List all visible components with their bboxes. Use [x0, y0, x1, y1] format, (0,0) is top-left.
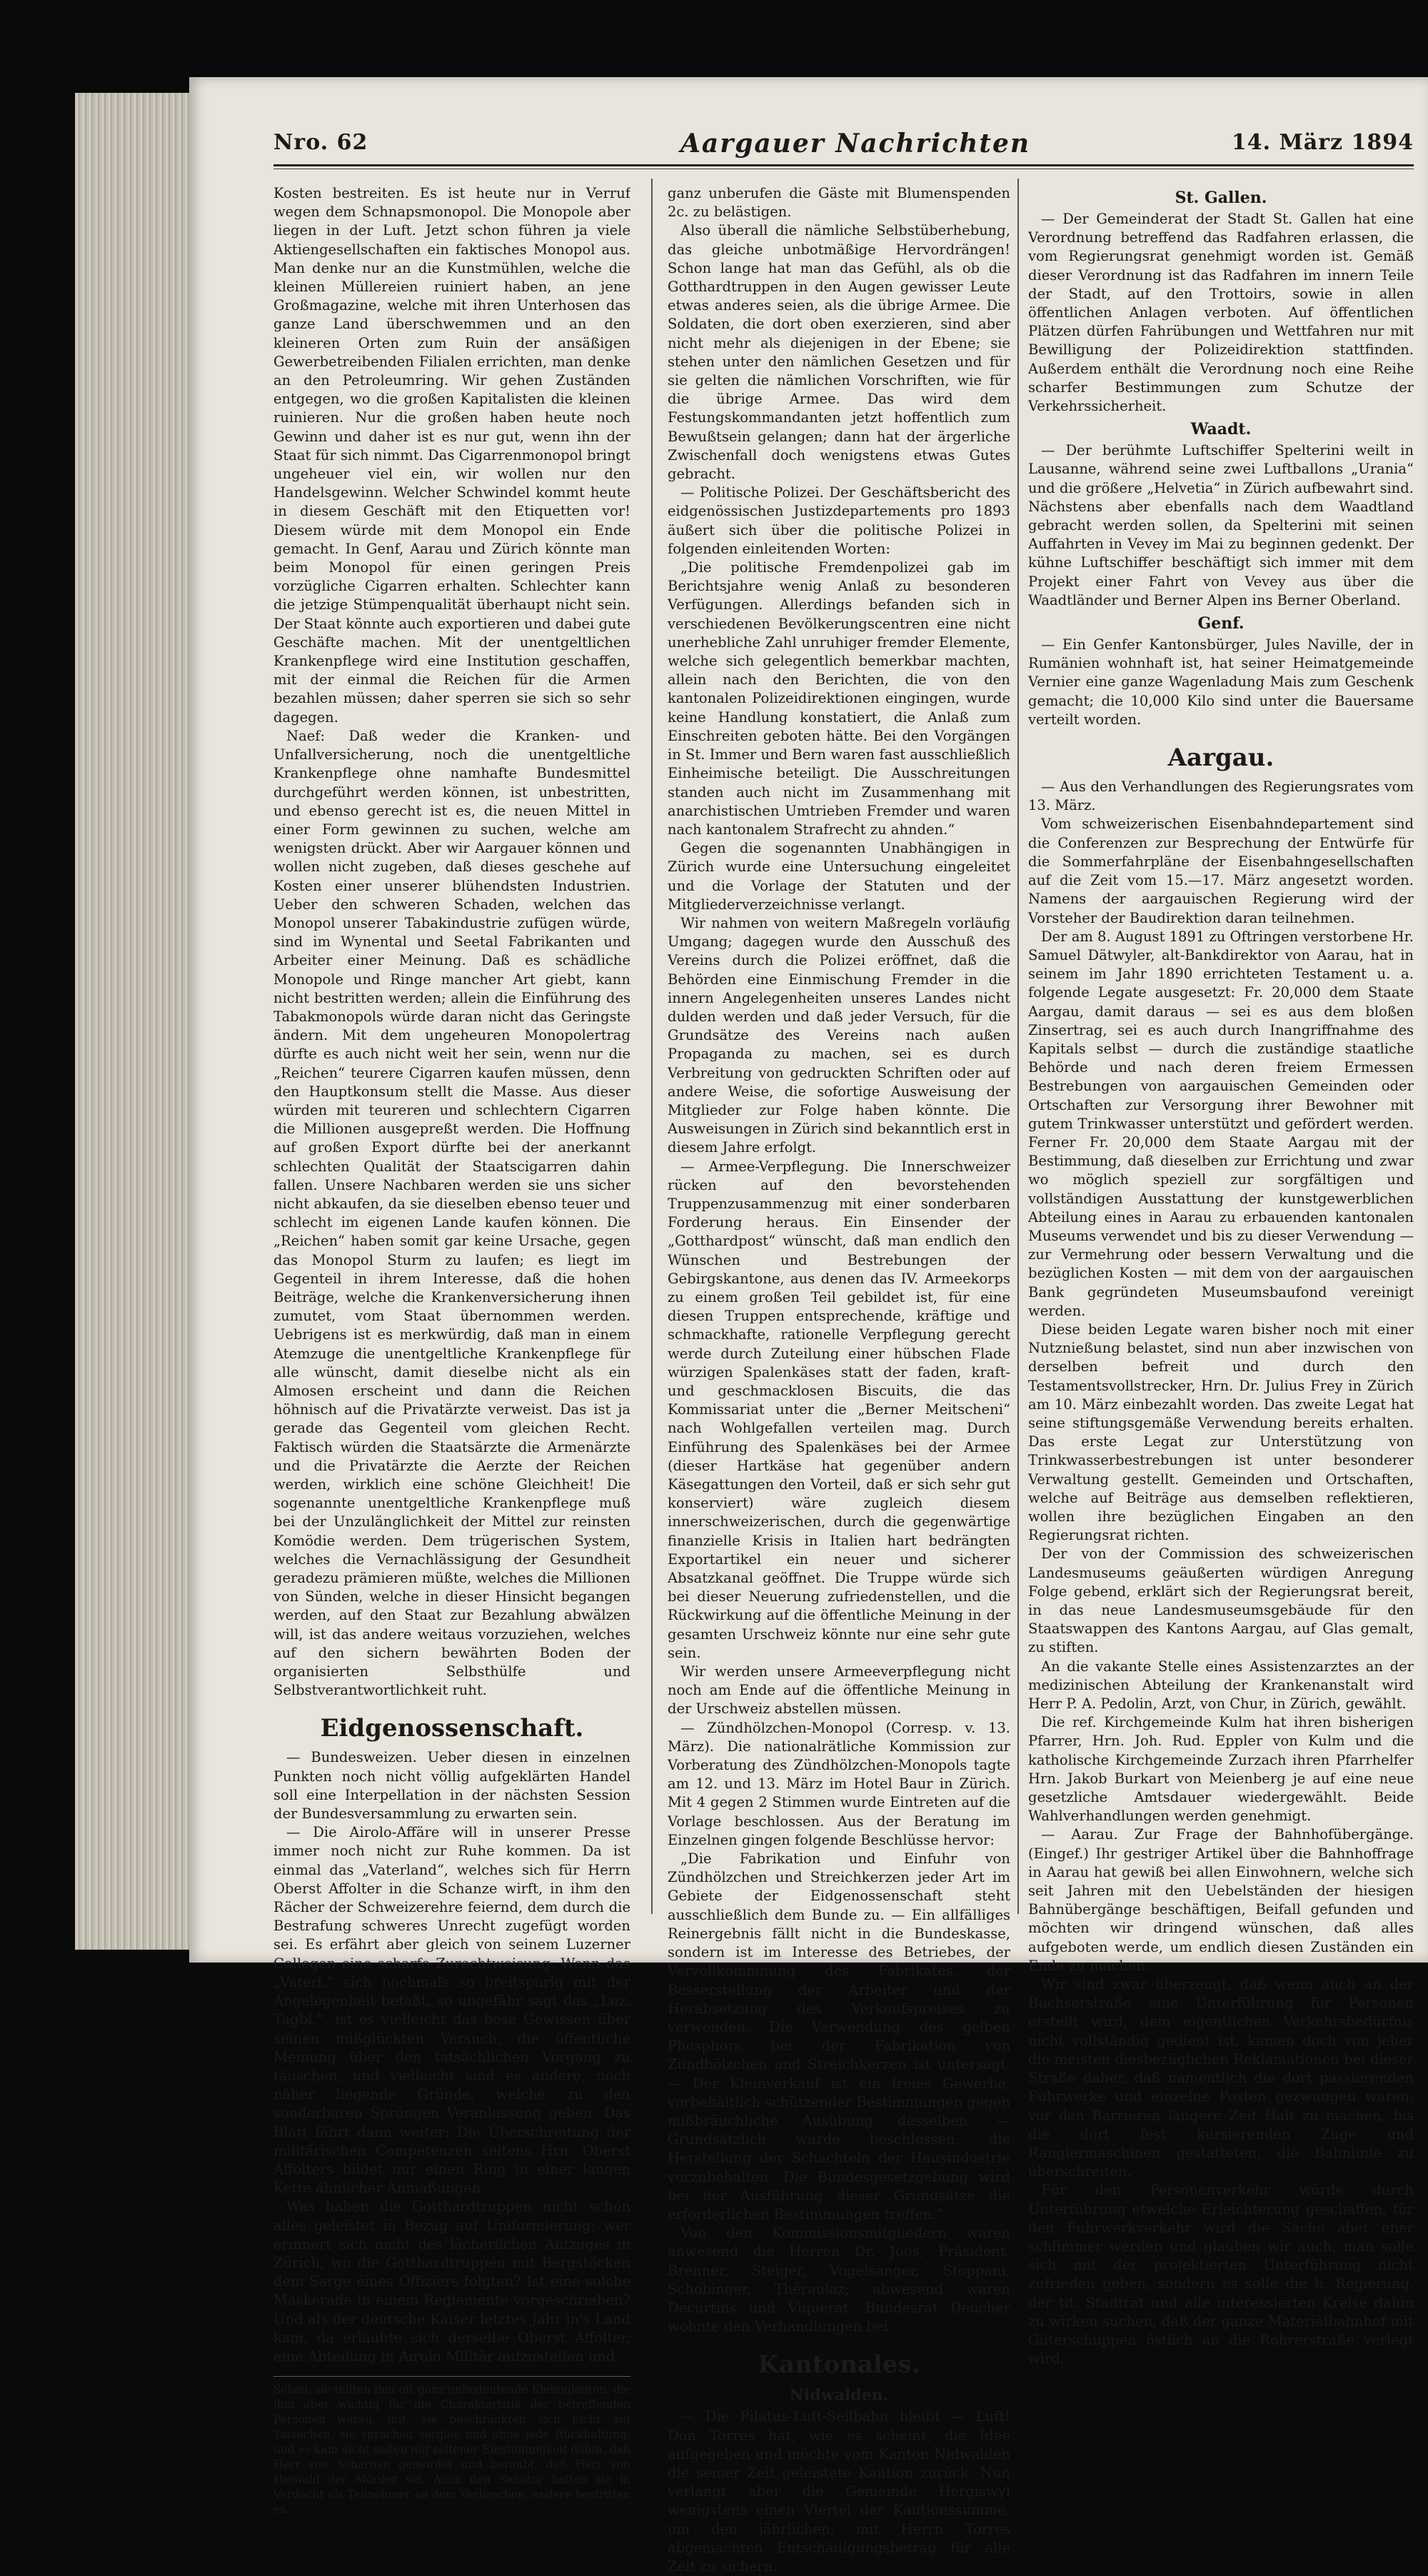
article-paragraph: Gegen die sogenannten Unabhängigen in Zürich wurde eine Untersuchung eingeleitet und die Vorlage der Statuten und der Mitgliederverzeichnisse verlangt. [668, 840, 1010, 913]
article-paragraph: — Die Airolo-Affäre will in unserer Presse immer noch nicht zur Ruhe kommen. Da ist einmal das „Vaterland“, welches sich für Herrn Oberst Affolter in die Schanze wirft, in ihm den Rächer der Schweizerehre feiernd, dem durch die Bestrafung schweres Unrecht zugefügt worden sei. Es erfährt aber gleich von seinem Luzerner Collegen eine scharfe Zurechtweisung. Wenn das „Vaterl.“ sich nochmals so breitspurig mit der Angelegenheit befaßt, so ungefähr sagt das „Luz. Tagbl.“, ist es vielleicht das böse Gewissen über seinen mißglückten Versuch, die öffentliche Meinung über den tatsächlichen Vorgang zu täuschen, und vielleicht sind es andere, noch näher liegende Gründe, welche zu den sonderbaren Sprüngen Veranlassung geben. Das Blatt fährt dann weiter: Die Überschreitung der militärischen Competenzen seitens Hrn. Oberst Affolters bildet nur einen Ring in einer langen Kette ähnlicher Anmaßungen. [273, 1824, 630, 2197]
subheading-genf: Genf. [1197, 614, 1245, 633]
article-paragraph: Von den Kommissionsmitgliedern waren anwesend die Herren Dr. Joos, Präsident, Brenner, Steiger, Vogelsanger, Stoppani, Schobinger, Théraulaz; abwesend waren Decurtins und Viquerat. Bundesrat Deucher wohnte den Verhandlungen bei. [668, 2225, 1010, 2335]
column-1 [273, 184, 630, 2517]
article-paragraph: Was haben die Gotthardtruppen nicht schon alles geleistet in Bezug auf Uniformierung; wer erinnert sich nicht des lächerlichen Aufzuges in Zürich, wo die Gotthardtruppen mit Bergstöcken dem Sarge eines Offiziers folgten? Ist eine solche Maskerade in einem Reglemente vorgeschrieben? Und als der deutsche Kaiser letztes Jahr in's Land kam, da erlaubte sich derselbe Oberst Affolter, eine Abteilung in Airolo Militär aufzustellen und [273, 2198, 630, 2365]
issue-number: Nro. 62 [273, 130, 368, 155]
article-paragraph: Also überall die nämliche Selbstüberhebung, das gleiche unbotmäßige Hervordrängen! Schon lange hat man das Gefühl, als ob die Gotthardtruppen in den Augen gewisser Leute etwas anderes seien, als die übrige Armee. Die Soldaten, die dort oben exerzieren, sind aber nicht mehr als diejenigen in der Ebene; sie stehen unter den nämlichen Gesetzen und für sie gelten die nämlichen Vorschriften, wie für die übrige Armee. Das wird dem Festungskommandanten jetzt hoffentlich zum Bewußtsein gelangen; dann hat der ärgerliche Zwischenfall doch wenigstens etwas Gutes gebracht. [668, 222, 1010, 483]
article-paragraph: Naef: Daß weder die Kranken- und Unfallversicherung, noch die unentgeltliche Krankenpflege ohne namhafte Bundesmittel durchgeführt werden können, ist unbestritten, und ebenso gerecht ist es, die neuen Mittel in einer Form gewinnen zu suchen, welche am wenigsten drückt. Aber wir Aargauer können und wollen nicht zugeben, daß dieses geschehe auf Kosten einer unserer blühendsten Industrien. Ueber den schweren Schaden, welchen das Monopol unserer Tabakindustrie zufügen würde, sind im Wynental und Seetal Fabrikanten und Arbeiter einer Meinung. Daß es schädliche Monopole und Ringe mancher Art giebt, kann nicht bestritten werden; allein die Einführung des Tabakmonopols würde daran nicht das Geringste ändern. Mit dem ungeheuren Monopolertrag dürfte es auch nicht weit her sein, wenn nur die „Reichen“ teurere Cigarren kaufen müssen, denn den Hauptkonsum stellt die Masse. Aus dieser würden mit teureren und schlechtern Cigarren die Millionen ausgepreßt werden. Die Hoffnung auf großen Export dürfte bei der anerkannt schlechten Qualität der Staatscigarren dahin fallen. Unsere Nachbaren werden sie uns sicher nicht abkaufen, da sie dieselben ebenso teuer und schlecht im eigenen Lande kaufen können. Die „Reichen“ haben somit gar keine Ursache, gegen das Monopol Sturm zu laufen; es liegt im Gegenteil in ihrem Interesse, daß die hohen Beiträge, welche die Krankenversicherung ihnen zumutet, vom Staat übernommen werden. Uebrigens ist es merkwürdig, daß man in einem Atemzuge die unentgeltliche Krankenpflege für alle wünscht, damit dieselbe nicht als ein Almosen erscheint und dann die Reichen höhnisch auf die Privatärzte verweist. Das ist ja gerade das Gegenteil vom gleichen Recht. Faktisch würden die Staatsärzte die Armenärzte und die Privatärzte die Aerzte der Reichen werden, wirklich eine schöne Gleichheit! Die sogenannte unentgeltliche Krankenpflege muß bei der Unzulänglichkeit der Mittel zur reinsten Komödie werden. Dem trügerischen System, welches die Vernachlässigung der Gesundheit geradezu prämieren müßte, welches die Millionen von Sünden, welche in dieser Hinsicht begangen werden, auf den Staat zur Bezahlung abwälzen will, ist das andere weitaus vorzuziehen, welches auf den sichern bewährten Boden der organisierten Selbsthülfe und Selbstverantwortlichkeit ruht. [273, 727, 630, 1699]
article-paragraph: Wir sind zwar überzeugt, daß wenn auch an der Buchserstraße eine Unterführung für Personen erstellt wird, dem eigentlichen Verkehrsbedürfnis nicht vollständig gedient ist, kamen doch von jeher die meisten diesbezüglichen Reklamationen bei dieser Straße daher, daß namentlich die dort passierenden Fuhrwerke und einzelne Posten gezwungen waren, vor den Barrieren längere Zeit Halt zu machen, bis die dort fest kursierenden Zuge und Rangiermaschinen gestatteten, die Bahnlinie zu überschreiten. [1028, 1976, 1414, 2180]
article-paragraph: — Aus den Verhandlungen des Regierungsrates vom 13. März. [1028, 778, 1414, 814]
article-paragraph: — Der berühmte Luftschiffer Spelterini weilt in Lausanne, während seine zwei Luftballons „Urania“ und die größere „Helvetia“ in Zürich aufbewahrt sind. Nächstens aber ebenfalls nach dem Waadtland gebracht werden sollen, da Spelterini mit seinen Auffahrten in Vevey im Mai zu beginnen gedenkt. Der kühne Luftschiffer beschäftigt sich immer mit dem Projekt einer Fahrt von Vevey aus über die Waadtländer und Berner Alpen ins Berner Oberland. [1028, 442, 1414, 608]
article-paragraph: Wir werden unsere Armeeverpflegung nicht noch am Ende auf die öffentliche Meinung in der Urschweiz abstellen müssen. [668, 1663, 1010, 1718]
article-paragraph: — Ein Genfer Kantonsbürger, Jules Naville, der in Rumänien wohnhaft ist, hat seiner Heimatgemeinde Vernier eine ganze Wagenladung Mais zum Geschenk gemacht; die 10,000 Kilo sind unter die Bauersame verteilt worden. [1028, 636, 1414, 728]
article-paragraph: „Die Fabrikation und Einfuhr von Zündhölzchen und Streichkerzen jeder Art im Gebiete der Eidgenossenschaft steht ausschließlich dem Bunde zu. — Ein allfälliges Reinergebnis fällt nicht in die Bundeskasse, sondern ist im Interesse des Betriebes, der Vervollkommnung des Fabrikates, der Besserstellung der Arbeiter und der Herabsetzung des Verkaufspreises zu verwenden. Die Verwendung des gelben Phosphors bei der Fabrikation von Zündhölzchen und Streichkerzen ist untersagt. — Der Kleinverkauf ist ein freies Gewerbe, vorbehältlich schützender Bestimmungen gegen mißbräuchliche Ausübung desselben. — Grundsätzlich wurde beschlossen, die Herstellung der Schachteln der Hausindustrie vorzubehalten. Die Bundesgesetzgebung wird bei der Ausführung dieser Grundsätze die erforderlichen Bestimmungen treffen.“ [668, 1850, 1010, 2222]
article-paragraph: — Bundesweizen. Ueber diesen in einzelnen Punkten noch nicht völlig aufgeklärten Handel soll eine Interpellation in der nächsten Session der Bundesversammlung zu erwarten sein. [273, 1749, 630, 1823]
article-paragraph: ganz unberufen die Gäste mit Blumenspenden 2c. zu belästigen. [668, 185, 1010, 221]
column-separator [651, 179, 653, 1914]
subheading-waadt: Waadt. [1190, 420, 1252, 439]
article-paragraph: — Politische Polizei. Der Geschäftsbericht des eidgenössischen Justizdepartements pro 1893 äußert sich über die politische Polizei in folgenden einleitenden Worten: [668, 484, 1010, 557]
subheading-nidwalden: Nidwalden. [789, 2386, 889, 2405]
article-paragraph: — Die Pilatus-Luft-Seilbahn bleibt — Luft! Don Torres hat, wie es scheint, die Idee aufgegeben und möchte vom Kanton Nidwalden die seiner Zeit geleistete Kaution zurück. Nun verlangt aber die Gemeinde Hergiswyl wenigstens einen Viertel der Kautionssumme, um den jährlichen, mit Herrn Torres abgemachten Entschädigungsbetrag für alle Zeit zu sichern. [668, 2408, 1010, 2575]
section-heading-kantonales: Kantonales. [758, 2350, 920, 2380]
masthead-rule [273, 164, 1414, 166]
article-paragraph: Wir nahmen von weitern Maßregeln vorläufig Umgang; dagegen wurde den Ausschuß des Vereins durch die Polizei eröffnet, daß die Behörden eine Einmischung Fremder in die innern Angelegenheiten unseres Landes nicht dulden werden und daß jeder Versuch, für die Grundsätze des Vereins nach außen Propaganda zu machen, sei es durch Verbreitung von gedruckten Schriften oder auf andere Weise, die sofortige Ausweisung der Mitglieder zur Folge haben könnte. Die Ausweisungen in Zürich sind bekanntlich erst in diesem Jahre erfolgt. [668, 914, 1010, 1156]
column-3 [1028, 184, 1414, 2368]
article-paragraph: Der am 8. August 1891 zu Oftringen verstorbene Hr. Samuel Dätwyler, alt-Bankdirektor von Aarau, hat in seinem im Jahr 1890 errichteten Testament u. a. folgende Legate ausgesetzt: Fr. 20,000 dem Staate Aargau, damit daraus — sei es aus dem bloßen Zinsertrag, sei es auch durch Inangriffnahme des Kapitals selbst — durch die zuständige staatliche Behörde und nach deren freiem Ermessen Bestrebungen von aargauischen Gemeinden oder Ortschaften zur Versorgung ihrer Bewohner mit gutem Trinkwasser unterstützt und gefördert werden. Ferner Fr. 20,000 dem Staate Aargau mit der Bestimmung, daß dieselben zur Errichtung und zwar wo möglich speziell zur sorgfältigen und vollständigen Ausstattung der kunstgewerblichen Abteilung eines in Aarau zu erbauenden kantonalen Museums verwendet und bis zu dieser Verwendung — zur Vermehrung oder bessern Verwaltung und die bezüglichen Kosten — mit dem von der aargauischen Bank gegründeten Museumsbaufond vereinigt werden. [1028, 928, 1414, 1319]
article-paragraph: An die vakante Stelle eines Assistenzarztes an der medizinischen Abteilung der Krankenanstalt wird Herr P. A. Pedolin, Arzt, von Chur, in Zürich, gewählt. [1028, 1658, 1414, 1713]
article-paragraph: „Die politische Fremdenpolizei gab im Berichtsjahre wenig Anlaß zu besonderen Verfügungen. Allerdings befanden sich in verschiedenen Bevölkerungscentren eine nicht unerhebliche Zahl unruhiger fremder Elemente, welche sich gelegentlich bemerkbar machten, allein nach den Berichten, die von den kantonalen Polizeidirektionen eingingen, wurde keine Handlung konstatiert, die Anlaß zum Einschreiten geboten hätte. Bei den Vorgängen in St. Immer und Bern waren fast ausschließlich Einheimische beteiligt. Die Ausschreitungen standen auch nicht im Zusammenhang mit anarchistischen Umtrieben Fremder und waren nach kantonalem Strafrecht zu ahnden.“ [668, 559, 1010, 838]
article-paragraph: Die ref. Kirchgemeinde Kulm hat ihren bisherigen Pfarrer, Hrn. Joh. Rud. Eppler von Kulm und die katholische Kirchgemeinde Zurzach ihren Pfarrhelfer Hrn. Jakob Burkart von Meienberg je auf eine neue gesetzliche Amtsdauer wiedergewählt. Beide Wahlverhandlungen werden genehmigt. [1028, 1714, 1414, 1825]
section-heading-aargau: Aargau. [1167, 743, 1274, 773]
newspaper-title: Aargauer Nachrichten [680, 129, 1031, 159]
issue-date: 14. März 1894 [1231, 130, 1414, 155]
book-page-edge [75, 93, 193, 1950]
article-paragraph: Der von der Commission des schweizerischen Landesmuseums geäußerten würdigen Anregung Folge gebend, erklärt sich der Regierungsrat bereit, in das neue Landesmuseumsgebäude für den Staatswappen des Kantons Aargau, auf Glas gemalt, zu stiften. [1028, 1545, 1414, 1656]
section-heading-eidgenossenschaft: Eidgenossenschaft. [320, 1714, 584, 1743]
article-paragraph: — Armee-Verpflegung. Die Innerschweizer rücken auf den bevorstehenden Truppenzusammenzug mit einer sonderbaren Forderung heraus. Ein Einsender der „Gotthardpost“ wünscht, daß man endlich den Wünschen und Bestrebungen der Gebirgskantone, aus denen das IV. Armeekorps zu einem großen Teil gebildet ist, für eine diesen Truppen entsprechende, kräftige und schmackhafte, rationelle Verpflegung gerecht werde durch Zuteilung einer hübschen Flade würzigen Spalenkäses statt der faden, kraft- und geschmacklosen Biscuits, die das Kommissariat unter die „Berner Meitscheni“ nach Wohlgefallen verteilen mag. Durch Einführung des Spalenkäses bei der Armee (dieser Hartkäse hat gegenüber andern Käsegattungen den Vorteil, daß er sich sehr gut konserviert) wäre zugleich diesem innerschweizerischen, durch die gegenwärtige finanzielle Krisis in Italien hart bedrängten Exportartikel ein neuer und sicherer Absatzkanal geöffnet. Die Truppe würde sich bei dieser Neuerung zufriedenstellen, und die Rückwirkung auf die öffentliche Meinung in der gesamten Urschweiz könnte nur eine sehr gute sein. [668, 1158, 1010, 1661]
article-paragraph: Für den Personenverkehr würde durch Unterführung etwelche Erleichterung geschaffen, für den Fuhrwerkverkehr wird die Sache aber eher schlimmer werden und glauben wir auch, man solle sich mit der projektierten Unterführung nicht zufrieden geben, sondern es solle die h. Regierung, der tit. Stadtrat und alle interessierten Kreise dahin zu wirken suchen, daß der ganze Materialbahnhof mit Güterschuppen östlich an die Rohrerstraße verlegt wird. [1028, 2182, 1414, 2367]
subheading-st-gallen: St. Gallen. [1175, 189, 1267, 207]
article-paragraph: — Zündhölzchen-Monopol (Corresp. v. 13. März). Die nationalrätliche Kommission zur Vorberatung des Zündhölzchen-Monopols tagte am 12. und 13. März im Hotel Baur in Zürich. Mit 4 gegen 2 Stimmen wurde Eintreten auf die Vorlage beschlossen. Aus der Beratung im Einzelnen gingen folgende Beschlüsse hervor: [668, 1719, 1010, 1848]
column-2 [668, 184, 1010, 2576]
feuilleton-footnote: Schau, sie teilten ihm oft ganz unbedeutende Kleinigkeiten, die ihm aber wichtig für die Charakteristik der betreffenden Personen waren, mit; sie beschränkten sich nicht auf Tatsachen, sie sprachen sorglos und ohne jede Rückhaltung; und es kam nicht selten mit seltener Einstimmigkeit dahin, daß Herr von Scharnau gemordet und beraubt, daß Herr von Heiwald der Mörder sei. Auch den Senator hatten sie in Verdacht als Teilnehmer an dem Verbrechen, andere bestritten es. [273, 2376, 630, 2517]
masthead [273, 130, 1414, 166]
article-paragraph: Diese beiden Legate waren bisher noch mit einer Nutznießung belastet, sind nun aber inzwischen von derselben befreit und durch den Testamentsvollstrecker, Hrn. Dr. Julius Frey in Zürich am 10. März einbezahlt worden. Das zweite Legat hat seine stiftungsgemäße Verwendung bereits erhalten. Das erste Legat zur Unterstützung von Trinkwasserbestrebungen ist unter besonderer Verwaltung gestellt. Gemeinden und Ortschaften, welche auf Beiträge aus demselben reflektieren, wollen ihre bezüglichen Eingaben an den Regierungsrat richten. [1028, 1320, 1414, 1544]
column-separator [1017, 179, 1019, 1914]
article-paragraph: Vom schweizerischen Eisenbahndepartement sind die Conferenzen zur Besprechung der Entwürfe für die Sommerfahrpläne der Eisenbahngesellschaften auf die Zeit vom 15.—17. März angesetzt worden. Namens der aargauischen Regierung wird der Vorsteher der Baudirektion daran teilnehmen. [1028, 816, 1414, 926]
article-paragraph: Kosten bestreiten. Es ist heute nur in Verruf wegen dem Schnapsmonopol. Die Monopole aber liegen in der Luft. Jetzt schon führen ja viele Aktiengesellschaften ein faktisches Monopol aus. Man denke nur an die Kunstmühlen, welche die kleinen Müllereien ruiniert haben, an jene Großmagazine, welche mit ihren Unterhosen das ganze Land überschwemmen und an den kleineren Orten zum Ruin der ansäßigen Gewerbetreibenden Filialen errichten, man denke an den Petroleumring. Wir gehen Zuständen entgegen, wo die großen Kapitalisten die kleinen ruinieren. Nur die großen haben heute noch Gewinn und daher ist es nur gut, wenn ihn der Staat für sich nimmt. Das Cigarrenmonopol bringt ungeheuer viel ein, wir wollen nur den Handelsgewinn. Welcher Schwindel kommt heute in diesem Geschäft mit den Etiquetten vor! Diesem würde mit dem Monopol ein Ende gemacht. In Genf, Aarau und Zürich könnte man beim Monopol für einen geringen Preis vorzügliche Cigarren erhalten. Schlechter kann die jetzige Stümpenqualität überhaupt nicht sein. Der Staat könnte auch exportieren und dabei gute Geschäfte machen. Mit der unentgeltlichen Krankenpflege wird eine Institution geschaffen, mit der einmal die Reichen für die Armen bezahlen müssen; daher sperren sie sich so sehr dagegen. [273, 185, 630, 726]
article-paragraph: — Aarau. Zur Frage der Bahnhofübergänge. (Eingef.) Ihr gestriger Artikel über die Bahnhoffrage in Aarau hat gewiß bei allen Einwohnern, welche sich seit Jahren mit den Uebelständen der hiesigen Bahnübergänge beschäftigen, Beifall gefunden und möchten wir dringend wünschen, daß alles aufgeboten werde, um endlich diesen Zuständen ein Ende zu machen. [1028, 1826, 1414, 1974]
article-paragraph: — Der Gemeinderat der Stadt St. Gallen hat eine Verordnung betreffend das Radfahren erlassen, die vom Regierungsrat genehmigt worden ist. Gemäß dieser Verordnung ist das Radfahren im innern Teile der Stadt, auf den Trottoirs, sowie in allen öffentlichen Anlagen verboten. Auf öffentlichen Plätzen dürfen Fahrübungen und Wettfahren nur mit Bewilligung der Polizeidirektion stattfinden. Außerdem enthält die Verordnung noch eine Reihe scharfer Bestimmungen zum Schutze der Verkehrssicherheit. [1028, 211, 1414, 415]
